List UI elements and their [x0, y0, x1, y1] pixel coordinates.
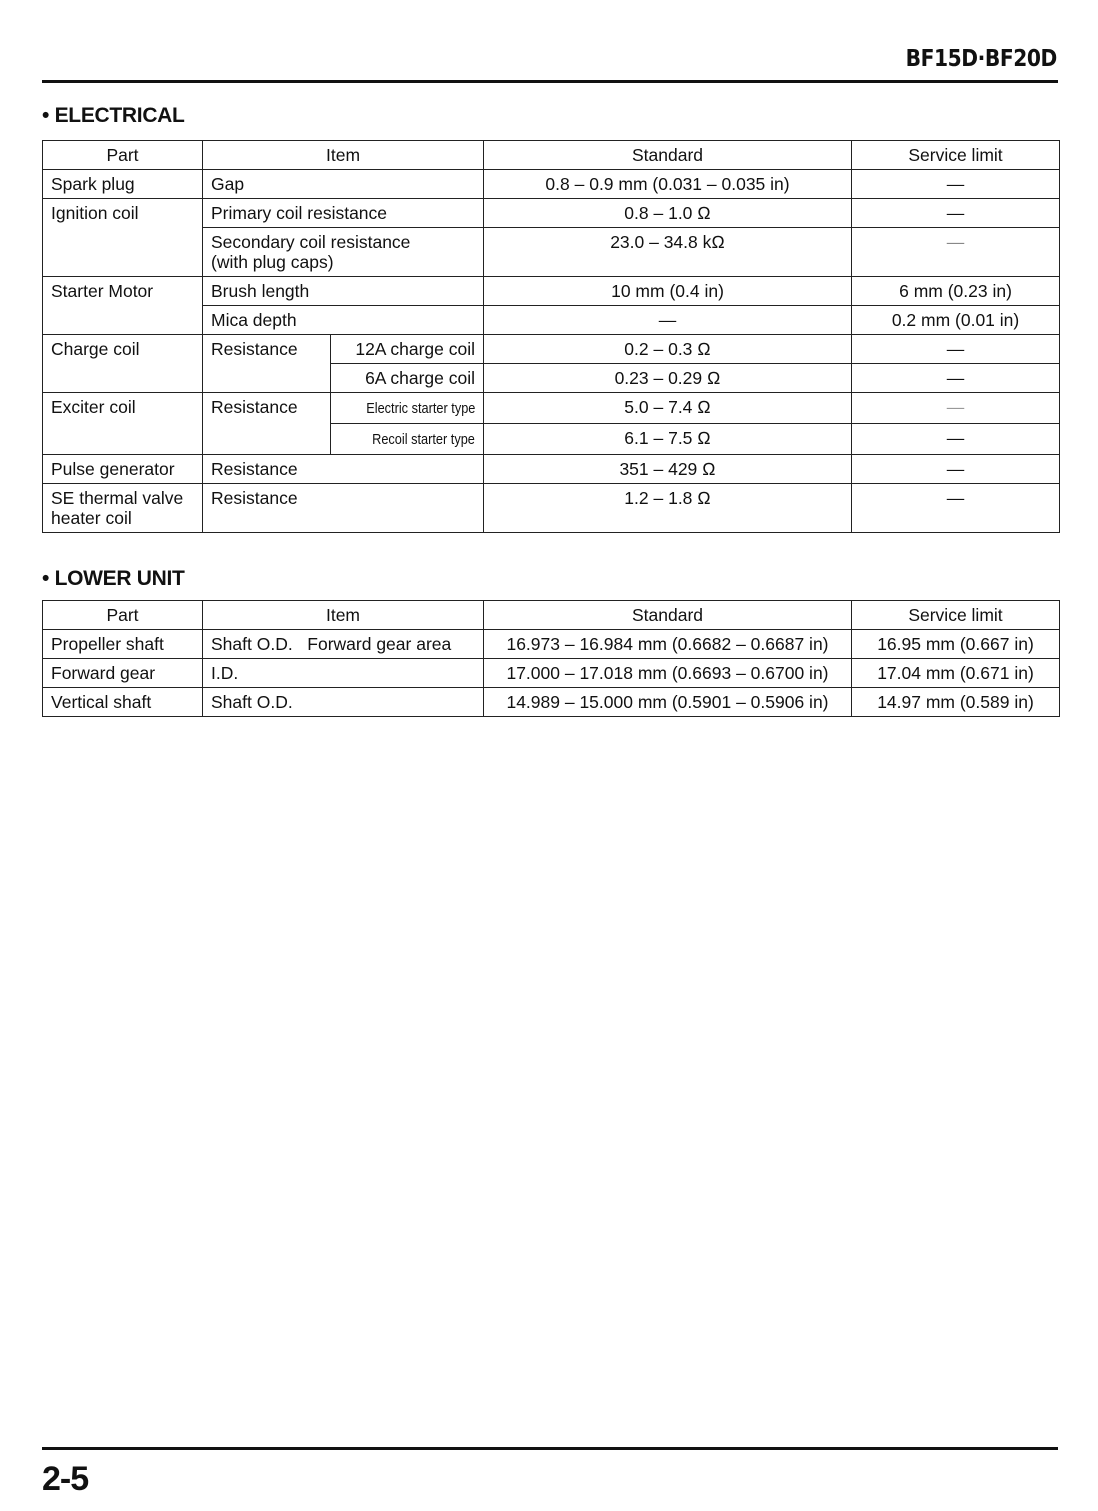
item-cell: Brush length — [203, 277, 484, 306]
limit-cell: — — [852, 335, 1060, 364]
lower-unit-table — [42, 600, 1060, 717]
item-cell: Primary coil resistance — [203, 199, 484, 228]
footer-rule — [42, 1447, 1058, 1450]
item-cell: Mica depth — [203, 306, 484, 335]
standard-cell: 16.973 – 16.984 mm (0.6682 – 0.6687 in) — [484, 630, 852, 659]
table-row — [43, 455, 1060, 484]
item-cell: Shaft O.D. Forward gear area — [203, 630, 484, 659]
limit-cell: 0.2 mm (0.01 in) — [852, 306, 1060, 335]
table-row — [43, 277, 1060, 306]
header-service-limit: Service limit — [852, 141, 1060, 170]
part-cell: Propeller shaft — [43, 630, 203, 659]
limit-cell: — — [852, 455, 1060, 484]
standard-cell: 5.0 – 7.4 Ω — [484, 393, 852, 424]
table-row — [43, 630, 1060, 659]
standard-cell: 10 mm (0.4 in) — [484, 277, 852, 306]
sub-item-label: Electric starter type — [365, 400, 476, 417]
sub-item-cell — [331, 393, 484, 424]
electrical-section-title: • ELECTRICAL — [42, 104, 185, 127]
limit-cell: — — [852, 228, 1060, 277]
part-cell: Starter Motor — [43, 277, 203, 335]
sub-item-cell: 6A charge coil — [331, 364, 484, 393]
limit-cell: — — [852, 199, 1060, 228]
part-line: SE thermal valve — [51, 488, 184, 508]
limit-cell: 17.04 mm (0.671 in) — [852, 659, 1060, 688]
header-item: Item — [203, 601, 484, 630]
standard-cell: 17.000 – 17.018 mm (0.6693 – 0.6700 in) — [484, 659, 852, 688]
sub-item-label: Recoil starter type — [372, 431, 476, 448]
part-cell: Spark plug — [43, 170, 203, 199]
page-number: 2-5 — [42, 1460, 89, 1498]
model-header: BF15D·BF20D — [905, 46, 1057, 72]
part-cell — [43, 484, 203, 533]
limit-cell: 16.95 mm (0.667 in) — [852, 630, 1060, 659]
header-part: Part — [43, 601, 203, 630]
header-standard: Standard — [484, 141, 852, 170]
part-cell: Charge coil — [43, 335, 203, 393]
limit-cell: — — [852, 424, 1060, 455]
header-service-limit: Service limit — [852, 601, 1060, 630]
table-row — [43, 659, 1060, 688]
limit-cell: — — [852, 393, 1060, 424]
table-header-row — [43, 141, 1060, 170]
table-header-row — [43, 601, 1060, 630]
item-cell — [203, 228, 484, 277]
item-cell: I.D. — [203, 659, 484, 688]
item-cell: Gap — [203, 170, 484, 199]
part-cell: Vertical shaft — [43, 688, 203, 717]
standard-cell: 14.989 – 15.000 mm (0.5901 – 0.5906 in) — [484, 688, 852, 717]
standard-cell: 0.2 – 0.3 Ω — [484, 335, 852, 364]
limit-cell: — — [852, 364, 1060, 393]
standard-cell: 351 – 429 Ω — [484, 455, 852, 484]
header-item: Item — [203, 141, 484, 170]
sub-item-cell: 12A charge coil — [331, 335, 484, 364]
standard-cell: — — [484, 306, 852, 335]
table-row — [43, 335, 1060, 364]
lower-unit-section-title: • LOWER UNIT — [42, 567, 185, 590]
part-cell: Exciter coil — [43, 393, 203, 455]
item-line: Secondary coil resistance — [211, 232, 411, 252]
table-row — [43, 199, 1060, 228]
part-cell: Pulse generator — [43, 455, 203, 484]
table-row — [43, 393, 1060, 424]
table-row — [43, 688, 1060, 717]
part-cell: Forward gear — [43, 659, 203, 688]
limit-cell: 14.97 mm (0.589 in) — [852, 688, 1060, 717]
item-cell: Resistance — [203, 455, 484, 484]
sub-item-cell — [331, 424, 484, 455]
standard-cell: 23.0 – 34.8 kΩ — [484, 228, 852, 277]
limit-cell: 6 mm (0.23 in) — [852, 277, 1060, 306]
header-rule — [42, 80, 1058, 83]
standard-cell: 6.1 – 7.5 Ω — [484, 424, 852, 455]
limit-cell: — — [852, 170, 1060, 199]
limit-cell: — — [852, 484, 1060, 533]
table-row — [43, 484, 1060, 533]
standard-cell: 1.2 – 1.8 Ω — [484, 484, 852, 533]
header-standard: Standard — [484, 601, 852, 630]
electrical-table — [42, 140, 1060, 533]
part-cell: Ignition coil — [43, 199, 203, 277]
standard-cell: 0.8 – 0.9 mm (0.031 – 0.035 in) — [484, 170, 852, 199]
part-line: heater coil — [51, 508, 132, 528]
item-cell: Resistance — [203, 393, 331, 455]
item-line: (with plug caps) — [211, 252, 334, 272]
table-row — [43, 170, 1060, 199]
standard-cell: 0.8 – 1.0 Ω — [484, 199, 852, 228]
item-cell: Resistance — [203, 335, 331, 393]
standard-cell: 0.23 – 0.29 Ω — [484, 364, 852, 393]
header-part: Part — [43, 141, 203, 170]
item-cell: Resistance — [203, 484, 484, 533]
item-cell: Shaft O.D. — [203, 688, 484, 717]
